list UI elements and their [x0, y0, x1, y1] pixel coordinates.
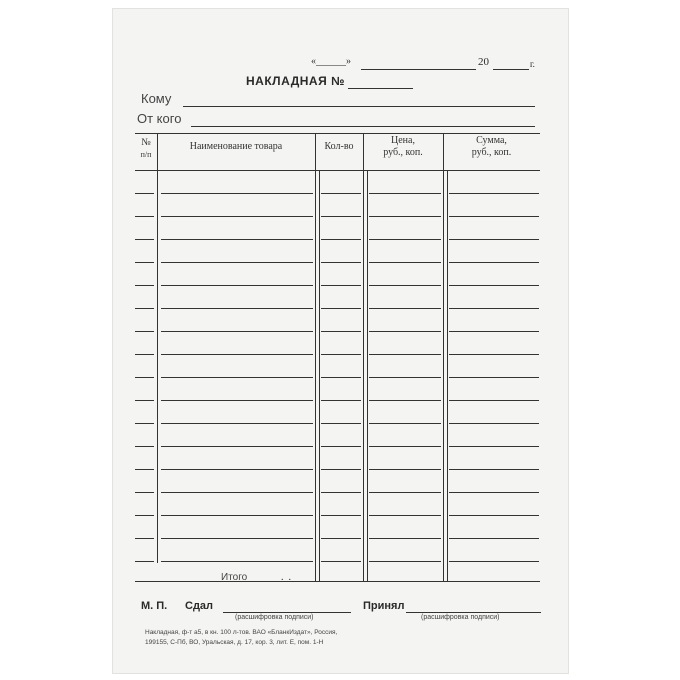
- table-row-line: [321, 308, 361, 309]
- total-label: Итого: [221, 572, 248, 583]
- from-label: От кого: [137, 111, 182, 126]
- table-row-line: [369, 193, 441, 194]
- table-row-line: [161, 354, 313, 355]
- table-row-line: [369, 239, 441, 240]
- table-row-line: [449, 331, 539, 332]
- table-row-line: [369, 446, 441, 447]
- table-row-line: [161, 446, 313, 447]
- column-separator-4: [443, 133, 444, 581]
- table-row-line: [369, 515, 441, 516]
- table-row-line: [161, 469, 313, 470]
- table-row-line: [369, 538, 441, 539]
- invoice-form-sheet: [112, 8, 569, 674]
- date-day-field: «______»: [311, 56, 351, 67]
- table-row-line: [449, 377, 539, 378]
- table-row-line: [161, 515, 313, 516]
- table-row-line: [369, 377, 441, 378]
- table-row-line: [449, 515, 539, 516]
- table-row-line: [161, 423, 313, 424]
- table-row-line: [449, 262, 539, 263]
- column-header-price: Цена, руб., коп.: [383, 135, 423, 158]
- table-row-line: [369, 308, 441, 309]
- table-row-line: [161, 262, 313, 263]
- table-row-line: [135, 538, 154, 539]
- table-row-line: [161, 331, 313, 332]
- footer-line-2: 199155, С-Пб, ВО, Уральская, д. 17, кор. 3, лит. Е, пом. 1-Н: [145, 639, 324, 646]
- table-row-line: [449, 400, 539, 401]
- table-row-line: [135, 400, 154, 401]
- table-row-line: [321, 492, 361, 493]
- table-row-line: [135, 423, 154, 424]
- table-row-line: [161, 308, 313, 309]
- to-field-line: [183, 106, 535, 107]
- handed-label: Сдал: [185, 600, 214, 612]
- received-signature-line: [406, 612, 541, 613]
- table-row-line: [449, 492, 539, 493]
- table-row-line: [449, 308, 539, 309]
- column-header-number: № п/п: [140, 137, 152, 159]
- table-row-line: [135, 354, 154, 355]
- table-row-line: [135, 216, 154, 217]
- footer-line-1: Накладная, ф-т а5, в кн. 100 л-тов. ВАО «БланкИздат», Россия,: [145, 629, 338, 636]
- column-separator-4b: [447, 170, 448, 581]
- table-row-line: [161, 239, 313, 240]
- table-row-line: [135, 469, 154, 470]
- table-row-line: [449, 446, 539, 447]
- column-separator-2: [315, 133, 316, 581]
- handed-decode-label: (расшифровка подписи): [235, 614, 314, 621]
- table-row-line: [321, 216, 361, 217]
- table-row-line: [321, 469, 361, 470]
- table-row-line: [135, 285, 154, 286]
- handed-signature-line: [223, 612, 351, 613]
- table-row-line: [135, 446, 154, 447]
- table-row-line: [321, 262, 361, 263]
- column-header-sum: Сумма, руб., коп.: [471, 135, 512, 158]
- table-row-line: [369, 216, 441, 217]
- date-month-line: [361, 69, 476, 70]
- table-row-line: [161, 285, 313, 286]
- table-top-border: [135, 133, 540, 134]
- column-separator-3b: [367, 170, 368, 581]
- table-row-line: [135, 239, 154, 240]
- table-row-line: [321, 193, 361, 194]
- table-bottom-border: [135, 581, 540, 582]
- column-separator-3: [363, 133, 364, 581]
- table-row-line: [369, 262, 441, 263]
- table-row-line: [161, 216, 313, 217]
- date-year-line: [493, 69, 529, 70]
- table-row-line: [449, 561, 539, 562]
- table-row-line: [161, 193, 313, 194]
- table-row-line: [135, 308, 154, 309]
- table-header-bottom-border: [135, 170, 540, 171]
- table-row-line: [369, 492, 441, 493]
- total-dots: . .: [281, 572, 291, 583]
- table-row-line: [321, 423, 361, 424]
- document-title: НАКЛАДНАЯ №: [246, 74, 345, 88]
- table-row-line: [321, 354, 361, 355]
- table-row-line: [321, 515, 361, 516]
- table-row-line: [135, 377, 154, 378]
- table-row-line: [321, 538, 361, 539]
- column-separator-1: [157, 133, 158, 563]
- table-row-line: [321, 331, 361, 332]
- date-year-prefix: 20: [478, 56, 489, 68]
- table-row-line: [135, 262, 154, 263]
- table-row-line: [369, 469, 441, 470]
- table-row-line: [449, 354, 539, 355]
- from-field-line: [191, 126, 535, 127]
- table-row-line: [135, 193, 154, 194]
- table-row-line: [449, 193, 539, 194]
- table-row-line: [449, 538, 539, 539]
- table-row-line: [321, 561, 361, 562]
- table-row-line: [449, 239, 539, 240]
- table-row-line: [369, 331, 441, 332]
- table-row-line: [321, 400, 361, 401]
- table-row-line: [369, 354, 441, 355]
- table-row-line: [449, 285, 539, 286]
- table-row-line: [321, 446, 361, 447]
- date-year-suffix: г.: [530, 59, 535, 69]
- table-row-line: [369, 400, 441, 401]
- table-row-line: [321, 285, 361, 286]
- table-row-line: [449, 423, 539, 424]
- table-row-line: [161, 561, 313, 562]
- table-row-line: [135, 492, 154, 493]
- table-row-line: [161, 492, 313, 493]
- column-header-name: Наименование товара: [189, 141, 283, 152]
- table-row-line: [369, 423, 441, 424]
- table-row-line: [369, 561, 441, 562]
- column-separator-2b: [319, 170, 320, 581]
- table-row-line: [135, 561, 154, 562]
- table-row-line: [161, 377, 313, 378]
- table-row-line: [135, 331, 154, 332]
- table-row-line: [161, 538, 313, 539]
- to-label: Кому: [141, 91, 172, 106]
- stamp-label: М. П.: [141, 600, 168, 612]
- received-decode-label: (расшифровка подписи): [421, 614, 500, 621]
- table-row-line: [321, 239, 361, 240]
- table-row-line: [135, 515, 154, 516]
- document-number-line: [348, 88, 413, 89]
- table-row-line: [321, 377, 361, 378]
- footer-imprint: [145, 628, 337, 648]
- table-row-line: [369, 285, 441, 286]
- table-row-line: [449, 469, 539, 470]
- table-row-line: [161, 400, 313, 401]
- column-header-quantity: Кол-во: [324, 141, 354, 152]
- received-label: Принял: [363, 600, 405, 612]
- table-row-line: [449, 216, 539, 217]
